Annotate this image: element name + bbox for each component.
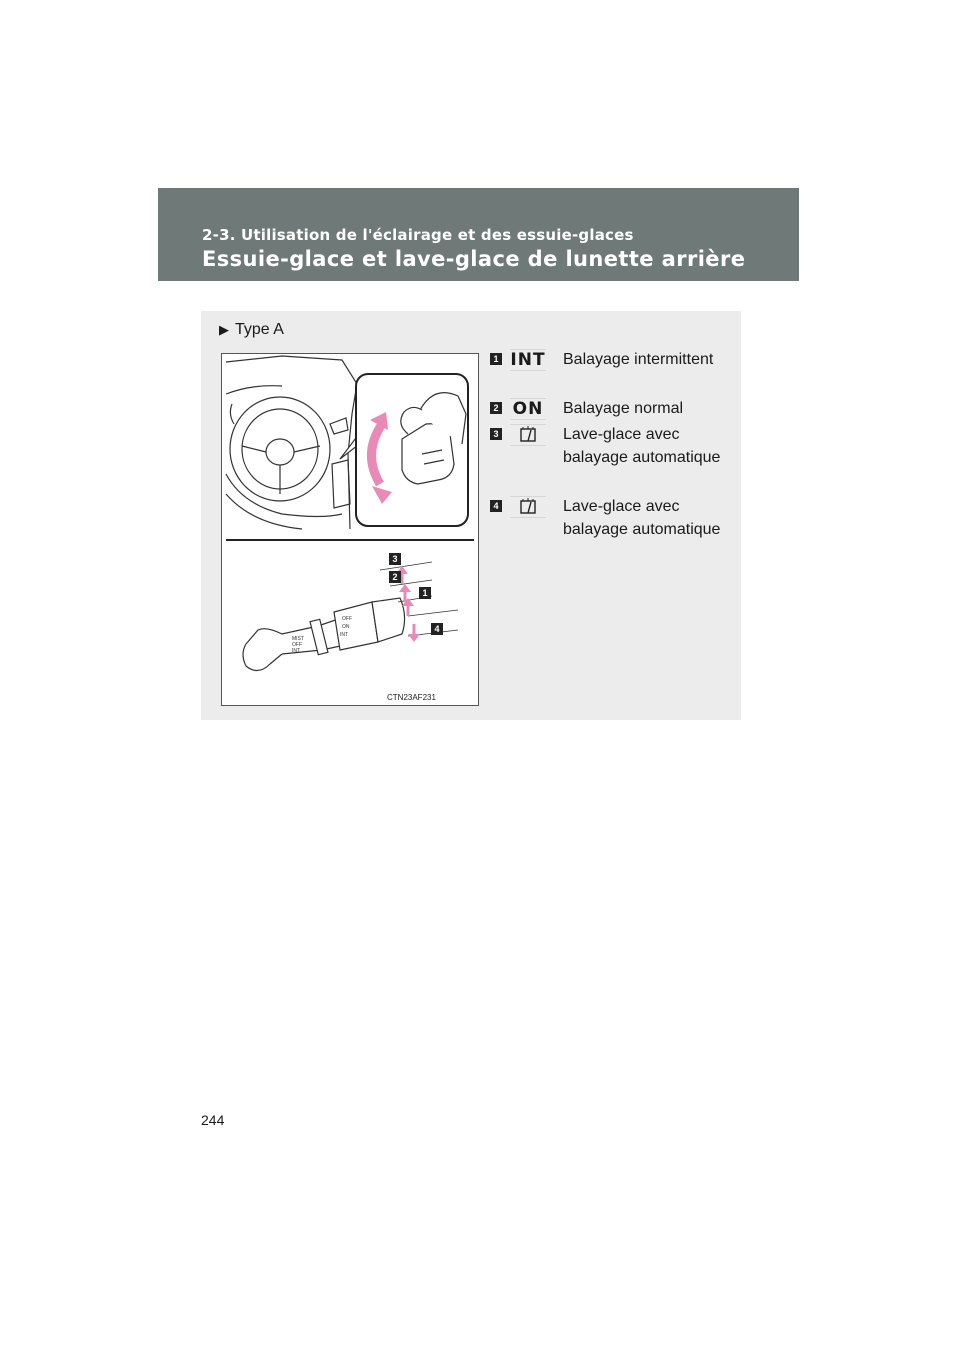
item-description: Balayage intermittent [563,351,714,368]
type-label-text: Type A [235,321,284,338]
svg-text:MIST: MIST [292,636,304,642]
rear-washer-icon [510,424,546,446]
item-number: 3 [490,428,502,440]
item-number: 4 [490,500,502,512]
svg-text:INT: INT [340,632,349,638]
svg-text:OFF: OFF [342,616,352,622]
svg-text:OFF: OFF [292,642,302,648]
wiper-illustration [222,354,478,705]
on-symbol: ON [510,398,546,420]
page-number: 244 [201,1112,225,1128]
item-number: 1 [490,353,502,365]
wiper-figure [221,353,479,706]
item-description: Lave-glace avec balayage automatique [563,498,721,538]
item-description: Lave-glace avec balayage automatique [563,426,721,466]
type-label [219,321,284,339]
figure-badge-2: 2 [389,571,401,583]
section-subtitle: 2-3. Utilisation de l'éclairage et des essuie-glaces [202,226,634,244]
figure-badge-1: 1 [419,587,431,599]
stalk-drawing [243,598,405,671]
section-header [158,188,799,281]
svg-text:ON: ON [342,624,350,630]
int-symbol: INT [510,350,546,370]
triangle-right-icon: ▶ [219,322,229,337]
page-title: Essuie-glace et lave-glace de lunette arrière [202,247,746,271]
rear-washer-icon [510,496,546,518]
figure-badge-3: 3 [389,553,401,565]
svg-text:INT: INT [292,648,301,654]
dashboard-drawing [226,356,357,529]
figure-badge-4: 4 [431,623,443,635]
item-description: Balayage normal [563,400,684,417]
figure-code: CTN23AF231 [387,693,436,702]
item-number: 2 [490,402,502,414]
